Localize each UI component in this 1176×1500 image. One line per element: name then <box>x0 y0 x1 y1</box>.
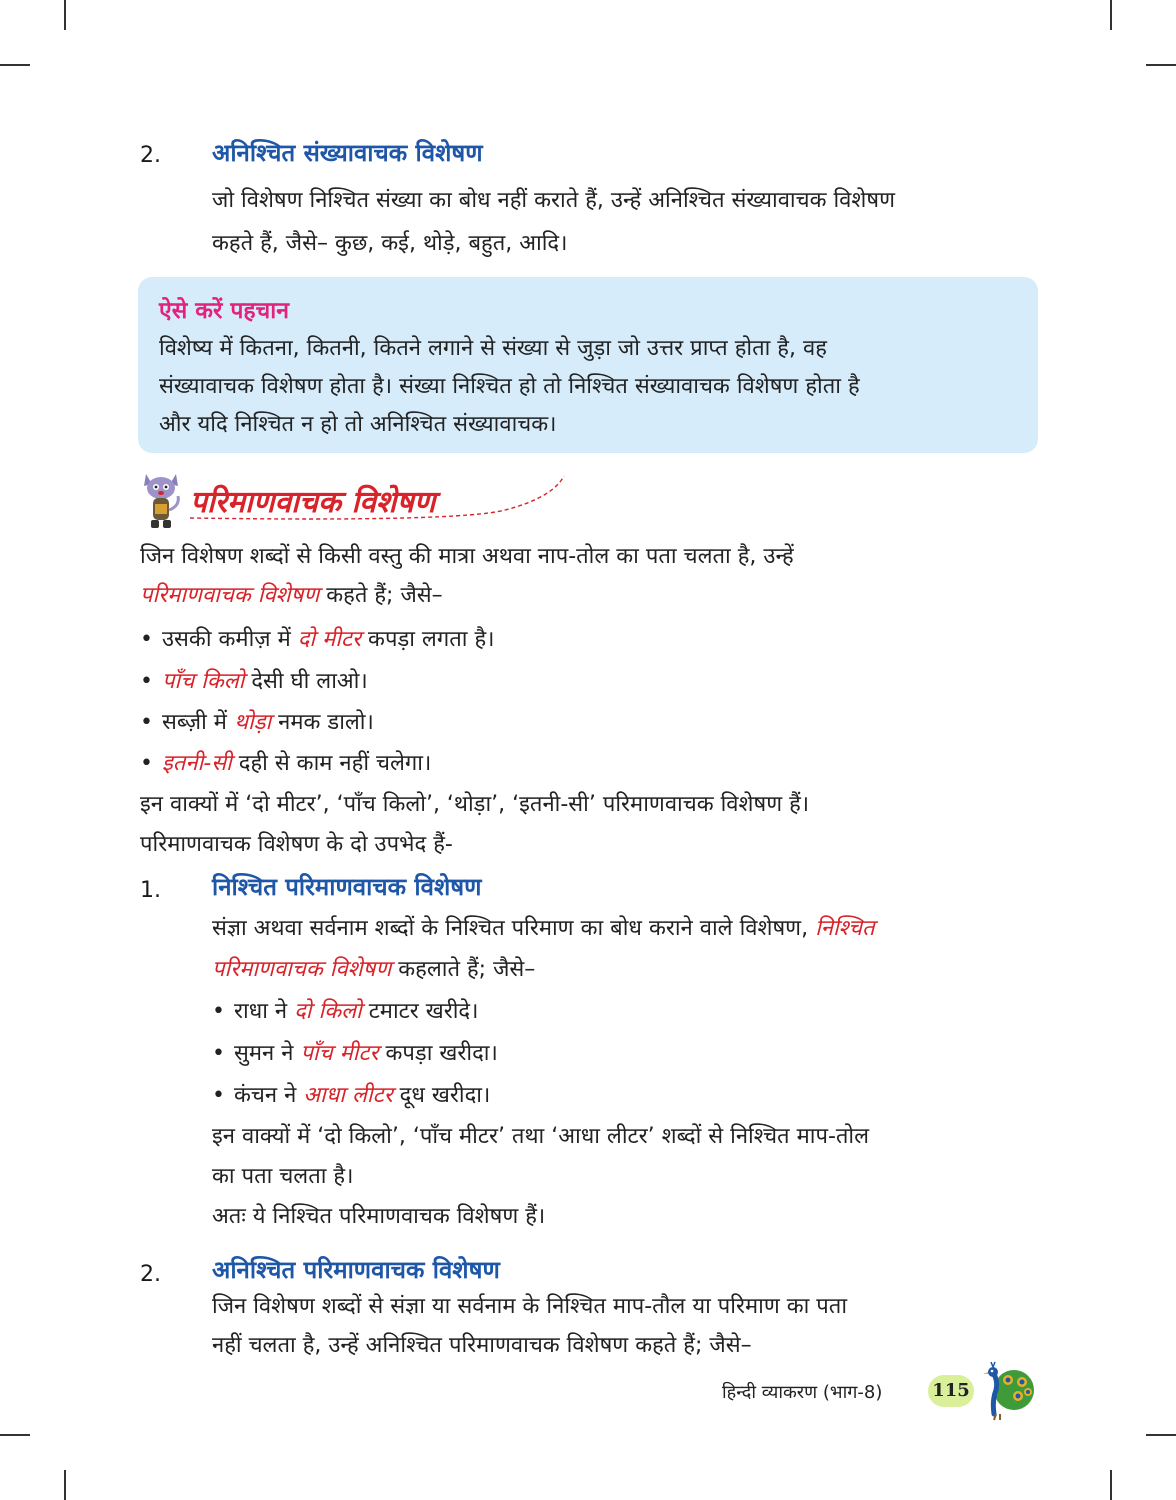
tip-box-line: विशेष्य में कितना, कितनी, कितने लगाने से संख्या से जुड़ा जो उत्तर प्राप्त होता है, वह <box>159 336 827 361</box>
highlighted-term: थोड़ा <box>233 710 272 735</box>
crop-mark <box>0 1434 30 1436</box>
highlighted-term: इतनी-सी <box>162 751 232 776</box>
highlighted-term: आधा लीटर <box>303 1083 393 1108</box>
crop-mark <box>0 64 30 66</box>
section-heading: अनिश्चित परिमाणवाचक विशेषण <box>212 1256 500 1284</box>
paragraph-line: जो विशेषण निश्चित संख्या का बोध नहीं कराते हैं, उन्हें अनिश्चित संख्यावाचक विशेषण <box>212 188 895 213</box>
paragraph-line: नहीं चलता है, उन्हें अनिश्चित परिमाणवाचक विशेषण कहते हैं; जैसे– <box>212 1333 752 1358</box>
example-text: सब्ज़ी में <box>162 710 234 735</box>
list-item <box>140 665 368 699</box>
bullet-icon: • <box>212 1041 225 1066</box>
title-dashed-swoosh <box>160 470 570 530</box>
section-number: 2. <box>140 143 161 168</box>
tip-box-title: ऐसे करें पहचान <box>159 298 289 324</box>
summary-line: का पता चलता है। <box>212 1164 354 1189</box>
section-title: परिमाणवाचक विशेषण <box>190 485 436 520</box>
example-text: दूध खरीदा। <box>392 1083 491 1108</box>
crop-mark <box>1146 1434 1176 1436</box>
highlighted-term: निश्चित <box>815 916 875 941</box>
bullet-icon: • <box>140 669 153 694</box>
intro-line <box>140 579 443 613</box>
section-number: 2. <box>140 1262 161 1287</box>
list-item <box>140 623 494 657</box>
intro-rest: कहते हैं; जैसे– <box>319 583 443 608</box>
paragraph-text: संज्ञा अथवा सर्वनाम शब्दों के निश्चित परिमाण का बोध कराने वाले विशेषण, <box>212 916 816 941</box>
book-title: हिन्दी व्याकरण (भाग-8) <box>722 1382 883 1403</box>
intro-line: जिन विशेषण शब्दों से किसी वस्तु की मात्रा अथवा नाप-तोल का पता चलता है, उन्हें <box>140 544 794 569</box>
list-item <box>212 995 478 1029</box>
crop-mark <box>64 0 66 30</box>
highlighted-term: परिमाणवाचक विशेषण <box>140 583 320 608</box>
example-text: कपड़ा लगता है। <box>361 627 495 652</box>
paragraph-text: कहलाते हैं; जैसे– <box>391 957 536 982</box>
paragraph-line <box>212 953 535 987</box>
example-text: कपड़ा खरीदा। <box>378 1041 498 1066</box>
example-text: सुमन ने <box>234 1041 301 1066</box>
list-item <box>212 1037 498 1071</box>
example-text: कंचन ने <box>234 1083 304 1108</box>
list-item <box>140 706 374 740</box>
example-text: नमक डालो। <box>271 710 374 735</box>
highlighted-term: दो किलो <box>294 999 362 1024</box>
list-item <box>140 747 431 781</box>
highlighted-term: पाँच मीटर <box>300 1041 379 1066</box>
subtypes-line: परिमाणवाचक विशेषण के दो उपभेद हैं- <box>140 832 453 857</box>
tip-box-line: संख्यावाचक विशेषण होता है। संख्या निश्चित हो तो निश्चित संख्यावाचक विशेषण होता है <box>159 374 860 399</box>
highlighted-term: पाँच किलो <box>162 669 245 694</box>
highlighted-term: दो मीटर <box>297 627 362 652</box>
summary-line: इन वाक्यों में ‘दो मीटर’, ‘पाँच किलो’, ‘थोड़ा’, ‘इतनी-सी’ परिमाणवाचक विशेषण हैं। <box>140 792 810 817</box>
crop-mark <box>1110 1470 1112 1500</box>
paragraph-line: कहते हैं, जैसे– कुछ, कई, थोड़े, बहुत, आदि। <box>212 231 568 256</box>
bullet-icon: • <box>212 999 225 1024</box>
summary-line: अतः ये निश्चित परिमाणवाचक विशेषण हैं। <box>212 1204 546 1229</box>
bullet-icon: • <box>140 627 153 652</box>
example-text: देसी घी लाओ। <box>244 669 368 694</box>
example-text: टमाटर खरीदे। <box>361 999 479 1024</box>
highlighted-term: परिमाणवाचक विशेषण <box>212 957 392 982</box>
section-heading: निश्चित परिमाणवाचक विशेषण <box>212 873 482 901</box>
summary-line: इन वाक्यों में ‘दो किलो’, ‘पाँच मीटर’ तथा ‘आधा लीटर’ शब्दों से निश्चित माप-तोल <box>212 1124 870 1149</box>
crop-mark <box>1146 64 1176 66</box>
example-text: राधा ने <box>234 999 295 1024</box>
tip-box-line: और यदि निश्चित न हो तो अनिश्चित संख्यावाचक। <box>159 412 557 437</box>
bullet-icon: • <box>140 710 153 735</box>
paragraph-line: जिन विशेषण शब्दों से संज्ञा या सर्वनाम के निश्चित माप-तौल या परिमाण का पता <box>212 1294 848 1319</box>
page-number: 115 <box>928 1375 974 1407</box>
list-item <box>212 1079 490 1113</box>
crop-mark <box>1110 0 1112 30</box>
example-text: उसकी कमीज़ में <box>162 627 298 652</box>
section-number: 1. <box>140 878 161 903</box>
bullet-icon: • <box>140 751 153 776</box>
example-text: दही से काम नहीं चलेगा। <box>231 751 432 776</box>
paragraph-line <box>212 912 875 946</box>
section-heading: अनिश्चित संख्यावाचक विशेषण <box>212 139 483 167</box>
bullet-icon: • <box>212 1083 225 1108</box>
crop-mark <box>64 1470 66 1500</box>
peacock-icon <box>978 1360 1038 1422</box>
